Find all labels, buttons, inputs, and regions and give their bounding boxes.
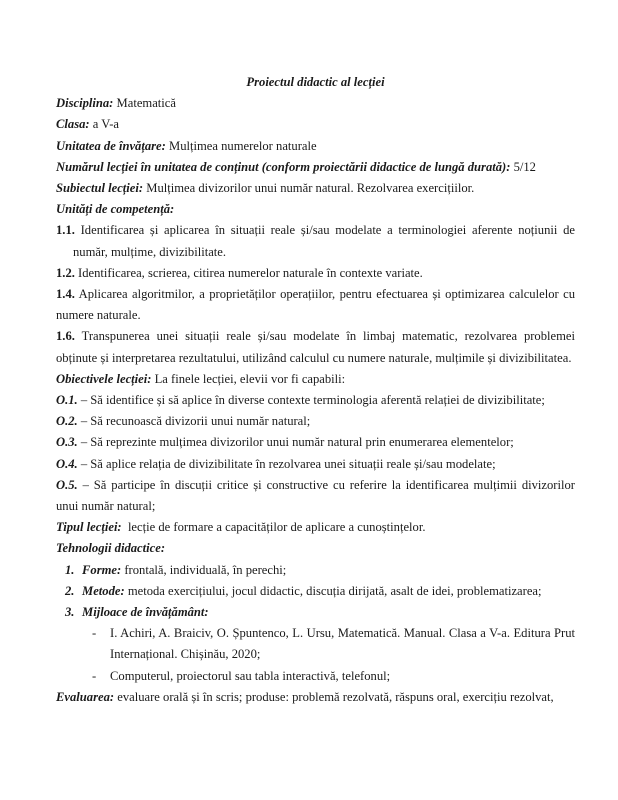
obiectiv-code: O.2. xyxy=(56,414,78,429)
field-value: lecție de formare a capacităților de aplicare a cunoștințelor. xyxy=(127,520,426,535)
obiectiv-item xyxy=(56,475,575,517)
competente-heading: Unități de competență: xyxy=(56,202,175,217)
dash-bullet-icon: - xyxy=(92,668,97,683)
competenta-code: 1.1. xyxy=(56,223,75,238)
mijloace-text: I. Achiri, A. Braiciv, O. Șpuntenco, L. Ursu, Matematică. Manual. Clasa a V-a. Editura Prut Internațional. Chișinău, 2020; xyxy=(110,626,575,662)
competenta-item xyxy=(56,263,575,284)
item-value: frontală, individuală, în perechi; xyxy=(124,562,287,577)
competenta-item xyxy=(56,284,575,326)
field-value: 5/12 xyxy=(513,159,536,174)
obiective-intro-text: La finele lecției, elevii vor fi capabili: xyxy=(154,371,346,386)
competenta-text: Transpunerea unei situații reale și/sau modelate în limbaj matematic, rezolvarea problemei obținute și interpretarea rezultatului, utilizând calculul cu numere naturale, mulțimile și divizibilitatea. xyxy=(56,329,576,365)
field-label: Disciplina: xyxy=(56,96,114,111)
field-tipul xyxy=(56,517,575,538)
field-value: Matematică xyxy=(116,96,176,111)
field-clasa xyxy=(56,114,575,135)
field-label: Unitatea de învățare: xyxy=(56,138,166,153)
field-unitatea xyxy=(56,136,575,157)
obiective-intro xyxy=(56,369,575,390)
competenta-text: Identificarea și aplicarea în situații reale și/sau modelate a terminologiei aferente noțiunii de număr, mulțime, divizibilitate. xyxy=(73,223,575,259)
competenta-code: 1.6. xyxy=(56,329,75,344)
field-value: Mulțimea numerelor naturale xyxy=(169,138,317,153)
field-numarul xyxy=(56,157,575,178)
item-label: Forme: xyxy=(82,562,122,577)
competenta-code: 1.2. xyxy=(56,265,75,280)
dash-bullet-icon: - xyxy=(92,626,97,641)
mijloace-text: Computerul, proiectorul sau tabla interactivă, telefonul; xyxy=(110,668,391,683)
obiectiv-text: – Să aplice relația de divizibilitate în rezolvarea unei situații reale și/sau modelate; xyxy=(80,456,496,471)
competenta-item xyxy=(56,326,575,368)
obiectiv-text: – Să participe în discuții critice și constructive cu referire la identificarea mulțimii divizorilor unui număr natural; xyxy=(56,477,575,514)
obiectiv-item xyxy=(56,390,575,411)
field-evaluarea xyxy=(56,687,575,708)
field-label: Tipul lecției: xyxy=(56,520,122,535)
document-page xyxy=(56,72,575,708)
mijloace-item xyxy=(56,666,575,687)
obiective-label: Obiectivele lecției: xyxy=(56,371,152,386)
field-disciplina xyxy=(56,93,575,114)
obiectiv-text: – Să recunoască divizorii unui număr natural; xyxy=(80,414,311,429)
field-label: Evaluarea: xyxy=(56,689,115,704)
document-title: Proiectul didactic al lecției xyxy=(246,75,385,89)
competenta-item xyxy=(56,220,575,262)
tehnologii-item xyxy=(56,581,575,602)
obiectiv-item xyxy=(56,411,575,432)
tehnologii-item xyxy=(56,560,575,581)
item-number: 1. xyxy=(65,562,75,577)
field-value: Mulțimea divizorilor unui număr natural. Rezolvarea exercițiilor. xyxy=(146,181,475,196)
competenta-text: Identificarea, scrierea, citirea numerelor naturale în contexte variate. xyxy=(78,265,423,280)
field-label: Subiectul lecției: xyxy=(56,181,144,196)
obiectiv-item xyxy=(56,454,575,475)
field-label: Clasa: xyxy=(56,117,90,132)
tehnologii-heading: Tehnologii didactice: xyxy=(56,541,166,556)
obiectiv-text: – Să reprezinte mulțimea divizorilor unui număr natural prin enumerarea elementelor; xyxy=(80,435,514,450)
obiectiv-code: O.3. xyxy=(56,435,78,450)
obiectiv-code: O.5. xyxy=(56,477,78,492)
item-number: 3. xyxy=(65,605,75,620)
tehnologii-item xyxy=(56,602,575,623)
mijloace-item xyxy=(56,623,575,665)
item-label: Mijloace de învățământ: xyxy=(82,605,209,620)
field-value: evaluare orală și în scris; produse: problemă rezolvată, răspuns oral, exercițiu rezolvat, xyxy=(117,689,554,704)
item-number: 2. xyxy=(65,583,75,598)
competenta-code: 1.4. xyxy=(56,287,75,302)
obiectiv-code: O.1. xyxy=(56,393,78,408)
item-label: Metode: xyxy=(82,583,125,598)
competenta-text: Aplicarea algoritmilor, a proprietăților operațiilor, pentru efectuarea și optimizarea calculelor cu numere naturale. xyxy=(56,287,575,323)
obiectiv-code: O.4. xyxy=(56,456,78,471)
field-label: Numărul lecției în unitatea de conținut (conform proiectării didactice de lungă durată): xyxy=(56,159,511,174)
field-value: a V-a xyxy=(92,117,119,132)
field-subiectul xyxy=(56,178,575,199)
obiectiv-text: – Să identifice și să aplice în diverse contexte terminologia aferentă relației de divizibilitate; xyxy=(80,393,545,408)
item-value: metoda exercițiului, jocul didactic, discuția dirijată, asalt de idei, problematizarea; xyxy=(127,583,542,598)
obiectiv-item xyxy=(56,432,575,453)
